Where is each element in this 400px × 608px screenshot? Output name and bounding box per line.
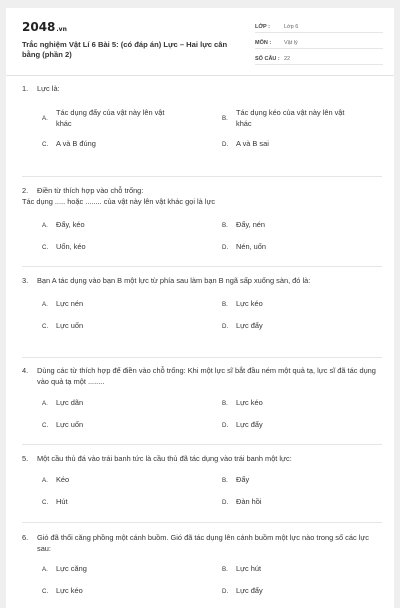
option-a[interactable] xyxy=(22,558,202,580)
option-text: Lực kéo xyxy=(56,585,83,595)
question-number: 2. xyxy=(22,186,29,195)
option-letter: A. xyxy=(42,565,48,573)
logo-suffix: .vn xyxy=(56,26,67,33)
option-text: Đẩy, nén xyxy=(236,219,266,229)
option-c[interactable] xyxy=(22,414,202,436)
option-text: Lực uốn xyxy=(56,321,84,331)
option-c[interactable] xyxy=(22,134,202,156)
quiz-sheet xyxy=(6,8,394,608)
answer-options xyxy=(22,392,382,436)
option-letter: D. xyxy=(222,499,229,506)
option-letter: A. xyxy=(42,301,48,308)
option-a[interactable] xyxy=(22,470,202,492)
option-text: Lực đẩy xyxy=(236,321,263,331)
question-text xyxy=(22,533,382,554)
question-5 xyxy=(22,445,382,523)
question-text xyxy=(22,454,382,465)
meta-question-count xyxy=(255,49,383,65)
option-letter: C. xyxy=(42,499,49,506)
meta-value: Vật lý xyxy=(284,40,298,46)
answer-options xyxy=(22,470,382,514)
option-b[interactable] xyxy=(202,294,382,316)
question-number: 6. xyxy=(22,533,29,542)
meta-subject xyxy=(255,33,383,49)
question-line: Bạn A tác dụng vào bạn B một lực từ phía sau làm bạn B ngã sấp xuống sàn, đó là: xyxy=(37,276,311,285)
option-letter: A. xyxy=(42,221,48,229)
question-1 xyxy=(22,84,382,177)
option-text: Lực căng xyxy=(56,563,87,573)
option-d[interactable] xyxy=(202,580,382,602)
option-d[interactable] xyxy=(202,414,382,436)
option-text: A và B sai xyxy=(236,139,269,149)
question-line: Một cầu thủ đá vào trái banh tức là cầu thủ đã tác dụng vào trái banh một lực: xyxy=(37,454,292,463)
option-text: Kéo xyxy=(56,475,70,485)
question-2 xyxy=(22,177,382,267)
option-letter: D. xyxy=(222,587,229,595)
option-text: Lực đẩy xyxy=(236,419,263,429)
option-d[interactable] xyxy=(202,316,382,338)
answer-options xyxy=(22,294,382,338)
question-text xyxy=(22,366,382,387)
meta-class xyxy=(255,17,383,33)
option-c[interactable] xyxy=(22,236,202,258)
option-text: Lực hút xyxy=(236,563,262,573)
meta-value: 22 xyxy=(284,56,291,62)
option-letter: A. xyxy=(42,477,48,484)
question-text xyxy=(22,276,382,287)
option-letter: A. xyxy=(42,399,48,407)
option-letter: B. xyxy=(222,301,228,308)
option-text: Đẩy, kéo xyxy=(56,219,85,229)
option-d[interactable] xyxy=(202,134,382,156)
option-text: Lực dãn xyxy=(56,397,84,407)
meta-key: SỐ CÂU : xyxy=(255,56,280,62)
option-letter: B. xyxy=(222,399,228,407)
option-letter: B. xyxy=(222,477,228,484)
site-logo[interactable] xyxy=(22,20,67,34)
option-b[interactable] xyxy=(202,470,382,492)
option-letter: A. xyxy=(42,115,48,122)
option-text: Lực uốn xyxy=(56,419,84,429)
option-letter: B. xyxy=(222,115,228,122)
option-c[interactable] xyxy=(22,580,202,602)
option-letter: C. xyxy=(42,243,49,251)
meta-key: MÔN : xyxy=(255,40,272,46)
option-letter: B. xyxy=(222,221,228,229)
quiz-header xyxy=(6,8,394,76)
question-6 xyxy=(22,523,382,608)
question-number: 5. xyxy=(22,454,29,463)
question-list xyxy=(22,84,382,608)
option-a[interactable] xyxy=(22,392,202,414)
meta-value: Lớp 6 xyxy=(284,24,299,30)
option-b[interactable] xyxy=(202,104,382,134)
option-d[interactable] xyxy=(202,236,382,258)
option-b[interactable] xyxy=(202,392,382,414)
option-d[interactable] xyxy=(202,492,382,514)
logo-text: 2048 xyxy=(22,20,56,34)
question-number: 3. xyxy=(22,276,29,285)
question-text xyxy=(22,84,382,95)
question-line: Tác dụng ..... hoặc ........ của vật này lên vật khác gọi là lực xyxy=(22,196,216,206)
option-text: Lực đẩy xyxy=(236,585,263,595)
option-c[interactable] xyxy=(22,492,202,514)
option-letter: C. xyxy=(42,323,49,330)
option-a[interactable] xyxy=(22,214,202,236)
option-text: Tác dụng kéo của vật này lên vật khác xyxy=(236,108,345,128)
question-4 xyxy=(22,358,382,445)
option-a[interactable] xyxy=(22,294,202,316)
option-letter: D. xyxy=(222,323,229,330)
option-letter: B. xyxy=(222,565,228,573)
answer-options xyxy=(22,214,382,258)
question-number: 1. xyxy=(22,84,29,93)
question-number: 4. xyxy=(22,366,29,375)
option-letter: D. xyxy=(222,243,229,251)
option-text: Lực kéo xyxy=(236,299,263,309)
option-b[interactable] xyxy=(202,214,382,236)
option-text: Đẩy xyxy=(236,475,250,485)
option-text: Tác dụng đẩy của vật này lên vật khác xyxy=(56,108,165,128)
quiz-title: Trắc nghiệm Vật Lí 6 Bài 5: (có đáp án) Lực – Hai lực cân bằng (phần 2) xyxy=(22,40,228,59)
option-text: Đàn hồi xyxy=(236,497,262,507)
option-letter: D. xyxy=(222,141,229,148)
option-text: A và B đúng xyxy=(56,139,96,149)
option-letter: D. xyxy=(222,421,229,429)
quiz-meta xyxy=(255,17,383,65)
question-line: Dùng các từ thích hợp để điền vào chỗ trống: Khi một lực sĩ bắt đầu ném một quả tạ, lực sĩ đã tác dụng vào quả tạ một ........ xyxy=(37,366,376,386)
option-b[interactable] xyxy=(202,558,382,580)
option-text: Lực kéo xyxy=(236,397,263,407)
option-text: Uốn, kéo xyxy=(56,241,86,251)
option-text: Nén, uốn xyxy=(236,241,266,251)
question-line: Điền từ thích hợp vào chỗ trống: xyxy=(37,186,144,195)
option-letter: C. xyxy=(42,587,49,595)
answer-options xyxy=(22,558,382,602)
answer-options xyxy=(22,104,382,156)
option-letter: C. xyxy=(42,421,49,429)
option-letter: C. xyxy=(42,141,49,148)
option-a[interactable] xyxy=(22,104,202,134)
option-c[interactable] xyxy=(22,316,202,338)
option-text: Lực nén xyxy=(56,299,84,309)
question-3 xyxy=(22,267,382,358)
option-text: Hút xyxy=(56,497,68,507)
question-text xyxy=(22,186,382,207)
meta-key: LỚP : xyxy=(255,24,270,30)
question-line: Lực là: xyxy=(37,84,60,93)
question-line: Gió đã thổi căng phồng một cánh buồm. Gió đã tác dụng lên cánh buồm một lực nào trong số các lực sau: xyxy=(37,533,369,553)
